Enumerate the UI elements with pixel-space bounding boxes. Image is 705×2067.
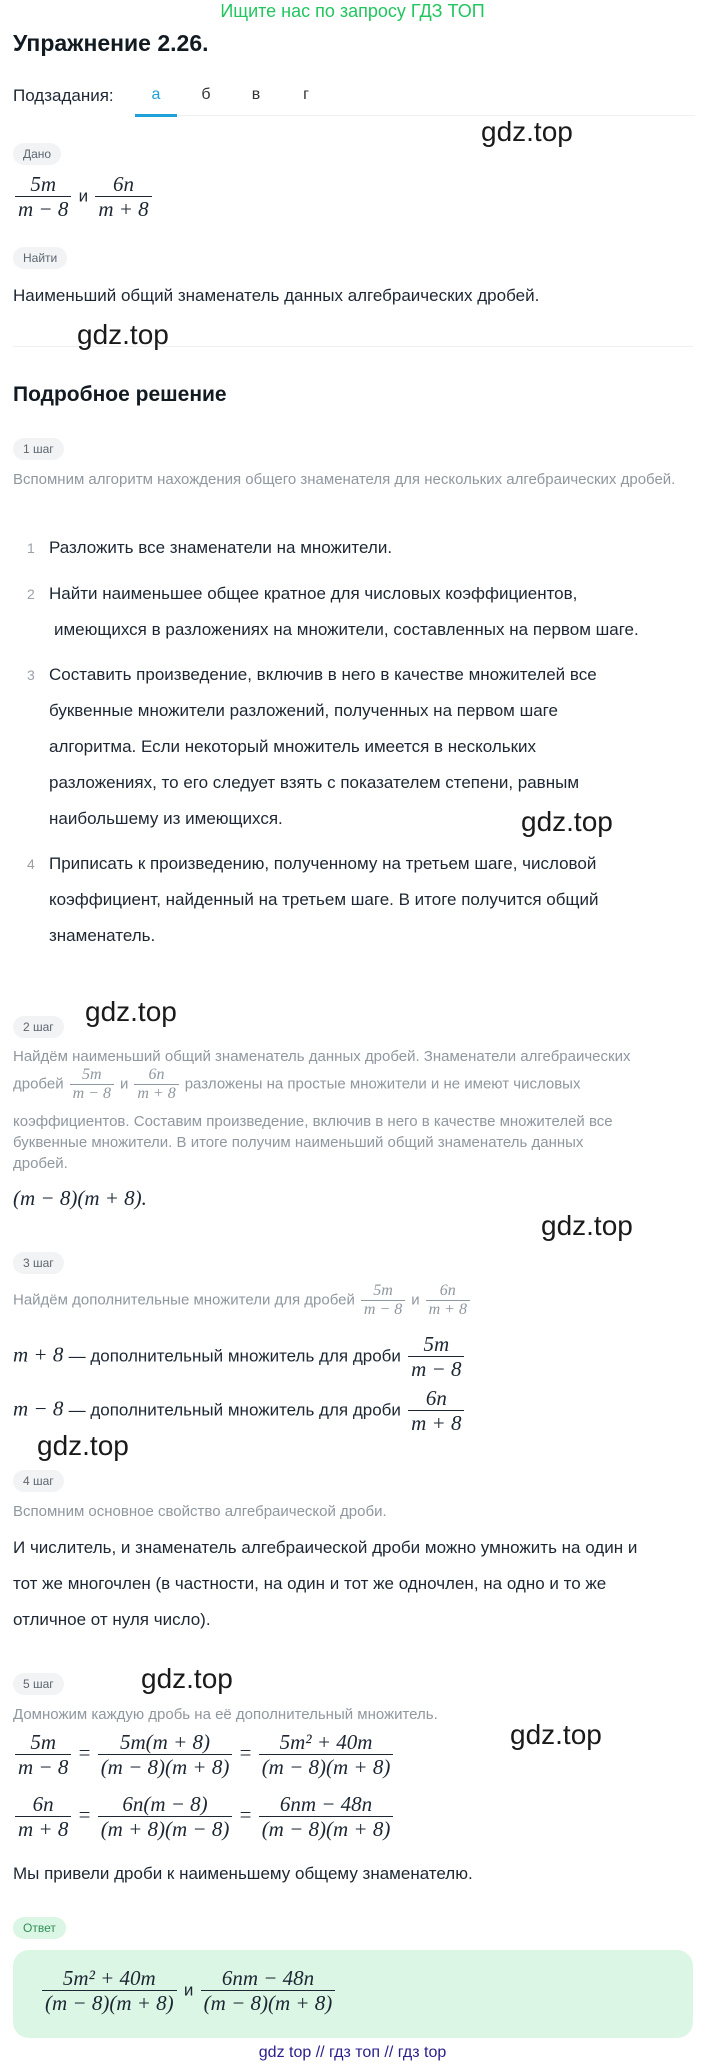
- subtab-v[interactable]: в: [251, 86, 261, 103]
- step2-line2: дробей $\frac{5m}{m - 8}$ и $\frac{6n}{m + 8}$ разложены на простые множители и не имеют числовых: [13, 1066, 581, 1103]
- step5-equation-2: $\frac{6n}{m + 8}$ = $\frac{6n(m - 8)}{(m + 8)(m - 8)}$ = $\frac{6nm - 48n}{(m - 8)(m + 8)}$: [13, 1792, 395, 1841]
- watermark: gdz.top: [521, 806, 613, 837]
- step3-tag: 3 шаг: [13, 1252, 64, 1274]
- active-tab-indicator: [135, 114, 177, 117]
- step2-result: (m − 8)(m + 8).: [13, 1186, 147, 1210]
- step5-tag: 5 шаг: [13, 1673, 64, 1695]
- find-text: Наименьший общий знаменатель данных алгебраических дробей.: [13, 286, 540, 305]
- watermark: gdz.top: [510, 1719, 602, 1750]
- given-frac-1: $\frac{5m}{m - 8}$: [15, 172, 71, 221]
- step4-intro: Вспомним основное свойство алгебраической дроби.: [13, 1503, 387, 1520]
- subtab-g[interactable]: г: [303, 86, 309, 103]
- subtasks-divider: [135, 115, 695, 116]
- step2-line5: дробей.: [13, 1155, 68, 1172]
- given-frac-2: $\frac{6n}{m + 8}$: [95, 172, 151, 221]
- step3-intro: Найдём дополнительные множители для дробей $\frac{5m}{m - 8}$ и $\frac{6n}{m + 8}$: [13, 1282, 472, 1320]
- answer-tag: Ответ: [13, 1917, 66, 1939]
- step1-intro: Вспомним алгоритм нахождения общего знаменателя для нескольких алгебраических дробей.: [13, 471, 676, 488]
- step1-tag: 1 шаг: [13, 438, 64, 460]
- watermark: gdz.top: [85, 996, 177, 1027]
- watermark: gdz.top: [541, 1210, 633, 1241]
- watermark: gdz.top: [77, 319, 169, 350]
- find-tag: Найти: [13, 247, 67, 269]
- step2-line1: Найдём наименьший общий знаменатель данных дробей. Знаменатели алгебраических: [13, 1048, 631, 1065]
- watermark: gdz.top: [141, 1663, 233, 1694]
- watermark: gdz.top: [481, 116, 573, 147]
- step2-line4: буквенные множители. В итоге получим наименьший общий знаменатель данных: [13, 1134, 584, 1151]
- step2-tag: 2 шаг: [13, 1016, 64, 1038]
- watermark: gdz.top: [37, 1430, 129, 1461]
- footer-links[interactable]: gdz top // гдз топ // гдз top: [258, 2044, 447, 2061]
- exercise-title: Упражнение 2.26.: [13, 30, 209, 56]
- subtab-b[interactable]: б: [201, 86, 211, 103]
- given-tag: Дано: [13, 143, 61, 165]
- subtasks-label: Подзадания:: [13, 86, 114, 105]
- answer-fractions: $\frac{\text{5m² + 40m}}{(m - 8)(m + 8)}$ и $\frac{6nm - 48n}{(m - 8)(m + 8)}$: [40, 1966, 337, 2015]
- search-banner: Ищите нас по запросу ГДЗ ТОП: [220, 1, 485, 21]
- step5-intro: Домножим каждую дробь на её дополнительный множитель.: [13, 1706, 438, 1723]
- step2-line3: коэффициентов. Составим произведение, включив в него в качестве множителей все: [13, 1113, 613, 1130]
- subtasks-bar: [13, 82, 693, 118]
- step5-conclusion: Мы привели дроби к наименьшему общему знаменателю.: [13, 1864, 473, 1883]
- step3-row1: m + 8 — дополнительный множитель для дроби $\frac{5m}{m - 8}$: [13, 1332, 466, 1381]
- step4-tag: 4 шаг: [13, 1470, 64, 1492]
- given-fractions: $\frac{5m}{m - 8}$ и $\frac{6n}{m + 8}$: [13, 172, 154, 221]
- step4-text: И числитель, и знаменатель алгебраической дроби можно умножить на один и тот же многочлен (в частности, на один и тот же одночлен, на одно и то же отличное от нуля число).: [13, 1538, 638, 1629]
- step5-equation-1: $\frac{5m}{m - 8}$ = $\frac{5m(m + 8)}{(m - 8)(m + 8)}$ = $\frac{\text{5m² + 40m}}{(m - 8)(m + 8)}$: [13, 1730, 395, 1779]
- solution-title: Подробное решение: [13, 383, 227, 406]
- subtab-a[interactable]: а: [151, 86, 161, 103]
- step3-row2: m − 8 — дополнительный множитель для дроби $\frac{6n}{m + 8}$: [13, 1386, 466, 1435]
